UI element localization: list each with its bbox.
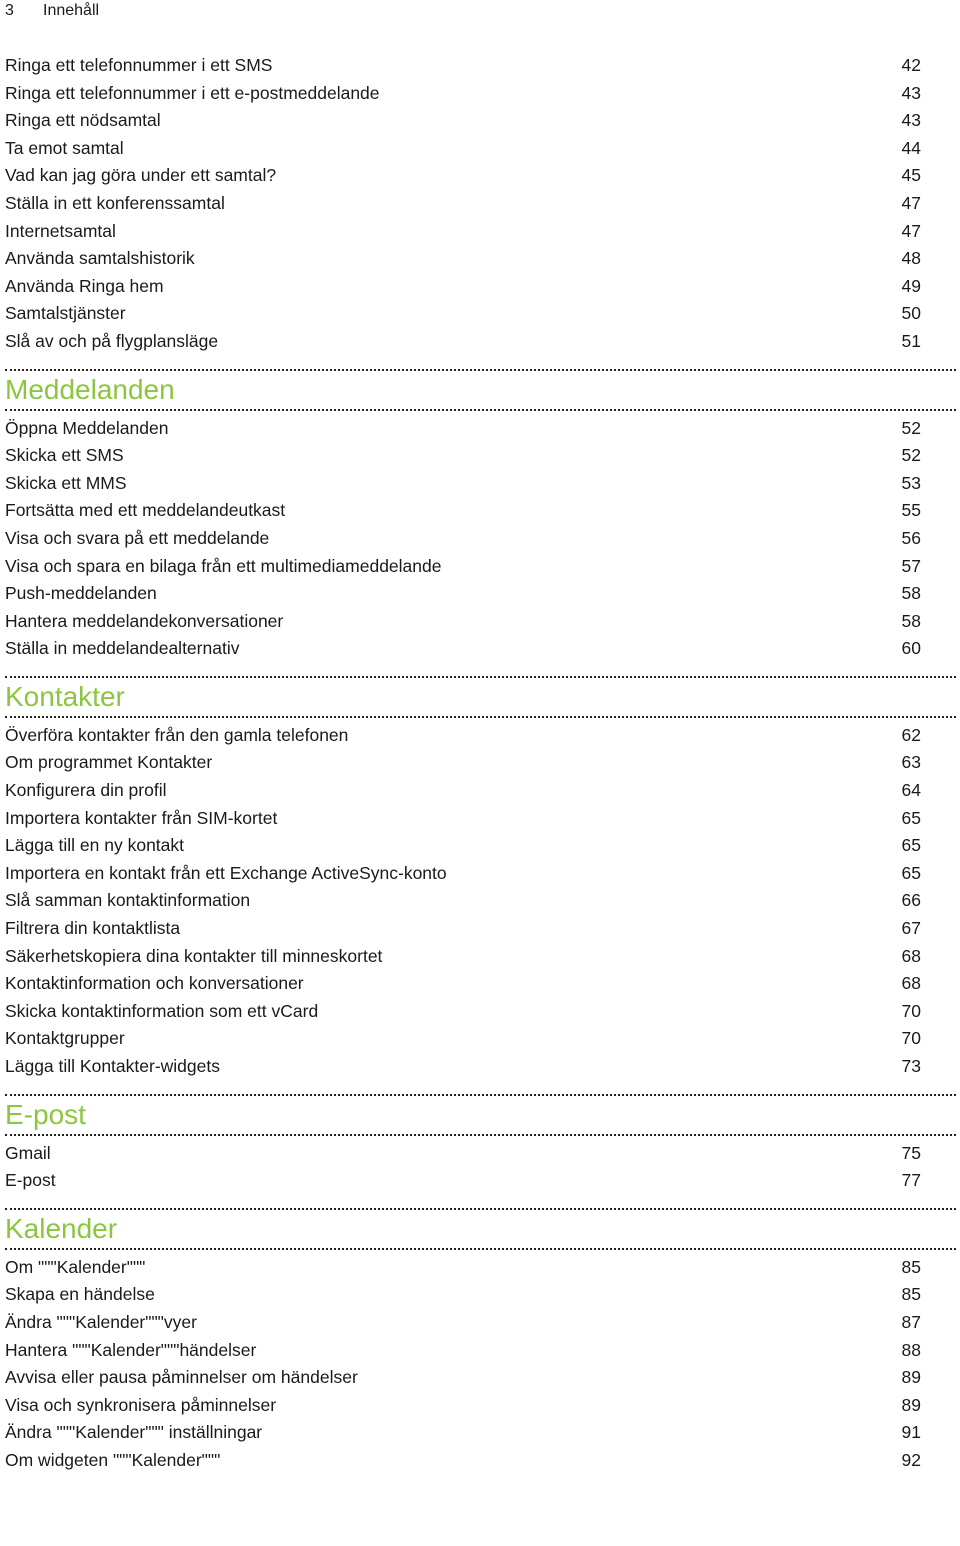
toc-entry-title: Konfigurera din profil [5, 780, 167, 801]
toc-entry-title: Visa och svara på ett meddelande [5, 527, 270, 548]
toc-entry[interactable] [5, 1254, 921, 1282]
toc-entry-page: 66 [901, 890, 921, 911]
toc-entry-title: Internetsamtal [5, 220, 116, 241]
toc-entry-page: 64 [901, 780, 921, 801]
toc-entry-page: 67 [901, 918, 921, 939]
toc-entry[interactable] [5, 553, 921, 581]
toc-entry-page: 62 [901, 724, 921, 745]
page-header [5, 0, 99, 22]
toc-entry[interactable] [5, 777, 921, 805]
toc-entry-page: 43 [901, 82, 921, 103]
toc-entry[interactable] [5, 943, 921, 971]
toc-entry-page: 65 [901, 835, 921, 856]
toc-entry-page: 91 [901, 1422, 921, 1443]
toc-entry-page: 58 [901, 583, 921, 604]
toc-entry-title: Ta emot samtal [5, 137, 124, 158]
toc-entry-title: Lägga till Kontakter-widgets [5, 1056, 220, 1076]
toc-entry[interactable] [5, 300, 921, 328]
toc-entry[interactable] [5, 497, 921, 525]
section-heading: Kontakter [5, 676, 956, 718]
toc-entry-title: Fortsätta med ett meddelandeutkast [5, 500, 286, 521]
toc-entry-title: Skicka ett SMS [5, 445, 124, 466]
toc-entry-title: Säkerhetskopiera dina kontakter till minneskortet [5, 945, 383, 966]
toc-entry-title: Visa och synkronisera påminnelser [5, 1394, 277, 1415]
toc-entry-title: Om widgeten """Kalender""" [5, 1449, 221, 1470]
toc-entry[interactable] [5, 998, 921, 1026]
page-number: 3 [5, 2, 14, 19]
toc-entry[interactable] [5, 328, 921, 356]
toc-entry[interactable] [5, 860, 921, 888]
toc-entry-page: 58 [901, 610, 921, 631]
toc-entry[interactable] [5, 832, 921, 860]
toc-entry[interactable] [5, 107, 921, 135]
toc-entry[interactable] [5, 190, 921, 218]
toc-entry[interactable] [5, 1281, 921, 1309]
toc-entry[interactable] [5, 915, 921, 943]
toc-entry-title: Använda Ringa hem [5, 275, 164, 296]
toc-entry-title: Ställa in ett konferenssamtal [5, 192, 225, 213]
toc-entry-title: Importera en kontakt från ett Exchange ActiveSync-konto [5, 862, 447, 883]
section-heading: Meddelanden [5, 369, 956, 411]
toc-entry-page: 44 [901, 137, 921, 158]
toc-entry[interactable] [5, 1053, 921, 1081]
toc-entry-title: Skicka kontaktinformation som ett vCard [5, 1000, 319, 1021]
toc-entry-title: Om programmet Kontakter [5, 752, 213, 773]
toc-entry-title: Ringa ett nödsamtal [5, 110, 161, 131]
toc-entry[interactable] [5, 887, 921, 915]
toc-entry-title: Kontaktinformation och konversationer [5, 973, 304, 994]
page-header-title: Innehåll [43, 2, 100, 19]
toc-entry-title: Vad kan jag göra under ett samtal? [5, 165, 277, 186]
toc-entry-page: 89 [901, 1367, 921, 1388]
toc-entry-title: Push-meddelanden [5, 583, 157, 604]
toc-entry-title: Visa och spara en bilaga från ett multimediameddelande [5, 555, 442, 576]
toc-entry-title: Om """Kalender""" [5, 1256, 146, 1277]
toc-entry-page: 50 [901, 303, 921, 324]
toc-entry-title: Gmail [5, 1142, 51, 1163]
toc-entry-page: 70 [901, 1000, 921, 1021]
toc-entry[interactable] [5, 1447, 921, 1475]
toc-entry-page: 56 [901, 527, 921, 548]
toc-entry[interactable] [5, 525, 921, 553]
toc-entry-title: Hantera """Kalender"""händelser [5, 1339, 257, 1360]
toc-entry-page: 75 [901, 1142, 921, 1163]
toc-entry-page: 48 [901, 248, 921, 269]
toc-entry-page: 47 [901, 192, 921, 213]
toc-entry-title: Slå av och på flygplansläge [5, 330, 219, 351]
toc-entry[interactable] [5, 245, 921, 273]
toc-entry-page: 63 [901, 752, 921, 773]
toc-entry-page: 68 [901, 945, 921, 966]
toc-entry[interactable] [5, 1025, 921, 1053]
toc-entry-title: Ändra """Kalender""" inställningar [5, 1422, 263, 1443]
toc-entry-page: 88 [901, 1339, 921, 1360]
toc-entry[interactable] [5, 608, 921, 636]
toc-entry-page: 65 [901, 807, 921, 828]
toc-entry[interactable] [5, 218, 921, 246]
toc-entry[interactable] [5, 273, 921, 301]
toc-entry[interactable] [5, 1364, 921, 1392]
toc-entry-page: 55 [901, 500, 921, 521]
toc-entry[interactable] [5, 805, 921, 833]
toc-entry-page: 85 [901, 1256, 921, 1277]
toc-entry-title: Filtrera din kontaktlista [5, 918, 181, 939]
toc-entry-title: Överföra kontakter från den gamla telefonen [5, 724, 349, 745]
toc-entry[interactable] [5, 1167, 921, 1195]
toc-entry-page: 51 [901, 330, 921, 351]
toc-entry[interactable] [5, 1309, 921, 1337]
toc-entry[interactable] [5, 635, 921, 663]
toc-entry-title: Kontaktgrupper [5, 1028, 125, 1049]
toc-entry-page: 85 [901, 1284, 921, 1305]
toc-entry-title: Lägga till en ny kontakt [5, 835, 185, 856]
toc-entry[interactable] [5, 442, 921, 470]
toc-entry-page: 52 [901, 417, 921, 438]
toc-entry-title: Ringa ett telefonnummer i ett SMS [5, 55, 273, 75]
toc-entry[interactable] [5, 162, 921, 190]
toc-entry-page: 70 [901, 1028, 921, 1049]
toc-entry-title: Öppna Meddelanden [5, 417, 169, 438]
toc-entry[interactable] [5, 415, 921, 443]
toc-entry-page: 49 [901, 275, 921, 296]
toc-entry-page: 42 [901, 55, 921, 75]
toc-entry-page: 43 [901, 110, 921, 131]
toc-entry[interactable] [5, 80, 921, 108]
toc-entry-page: 87 [901, 1311, 921, 1332]
toc-entry-title: Importera kontakter från SIM-kortet [5, 807, 278, 828]
toc-entry-page: 68 [901, 973, 921, 994]
toc-entry[interactable] [5, 580, 921, 608]
toc-entry[interactable] [5, 1419, 921, 1447]
toc-entry-page: 73 [901, 1056, 921, 1076]
toc-entry-page: 77 [901, 1170, 921, 1191]
toc-entry[interactable] [5, 470, 921, 498]
toc-entry-title: Ställa in meddelandealternativ [5, 638, 240, 659]
toc-entry-page: 65 [901, 862, 921, 883]
toc-entry-page: 53 [901, 472, 921, 493]
toc-entry-title: Ändra """Kalender"""vyer [5, 1311, 197, 1332]
toc-entry-page: 89 [901, 1394, 921, 1415]
toc-entry[interactable] [5, 1140, 921, 1168]
toc-entry[interactable] [5, 52, 921, 80]
toc-entry-title: Skapa en händelse [5, 1284, 155, 1305]
toc-entry-page: 92 [901, 1449, 921, 1470]
section-heading: Kalender [5, 1208, 956, 1250]
toc-entry[interactable] [5, 722, 921, 750]
toc-entry-title: Hantera meddelandekonversationer [5, 610, 284, 631]
toc-entry-title: Ringa ett telefonnummer i ett e-postmeddelande [5, 82, 380, 103]
toc-entry[interactable] [5, 135, 921, 163]
section-heading: E-post [5, 1094, 956, 1136]
toc-entry-page: 52 [901, 445, 921, 466]
toc-entry-page: 57 [901, 555, 921, 576]
toc-entry-title: Samtalstjänster [5, 303, 126, 324]
toc-entry-page: 60 [901, 638, 921, 659]
toc-entry-title: Avvisa eller pausa påminnelser om händelser [5, 1367, 358, 1388]
toc-entry[interactable] [5, 970, 921, 998]
toc-entry-title: E-post [5, 1170, 56, 1191]
toc-entry-title: Skicka ett MMS [5, 472, 127, 493]
toc-entry-page: 47 [901, 220, 921, 241]
toc-entry-page: 45 [901, 165, 921, 186]
table-of-contents [5, 52, 921, 1475]
toc-entry-title: Slå samman kontaktinformation [5, 890, 251, 911]
toc-entry[interactable] [5, 1337, 921, 1365]
toc-entry-title: Använda samtalshistorik [5, 248, 195, 269]
toc-entry[interactable] [5, 1392, 921, 1420]
toc-entry[interactable] [5, 749, 921, 777]
